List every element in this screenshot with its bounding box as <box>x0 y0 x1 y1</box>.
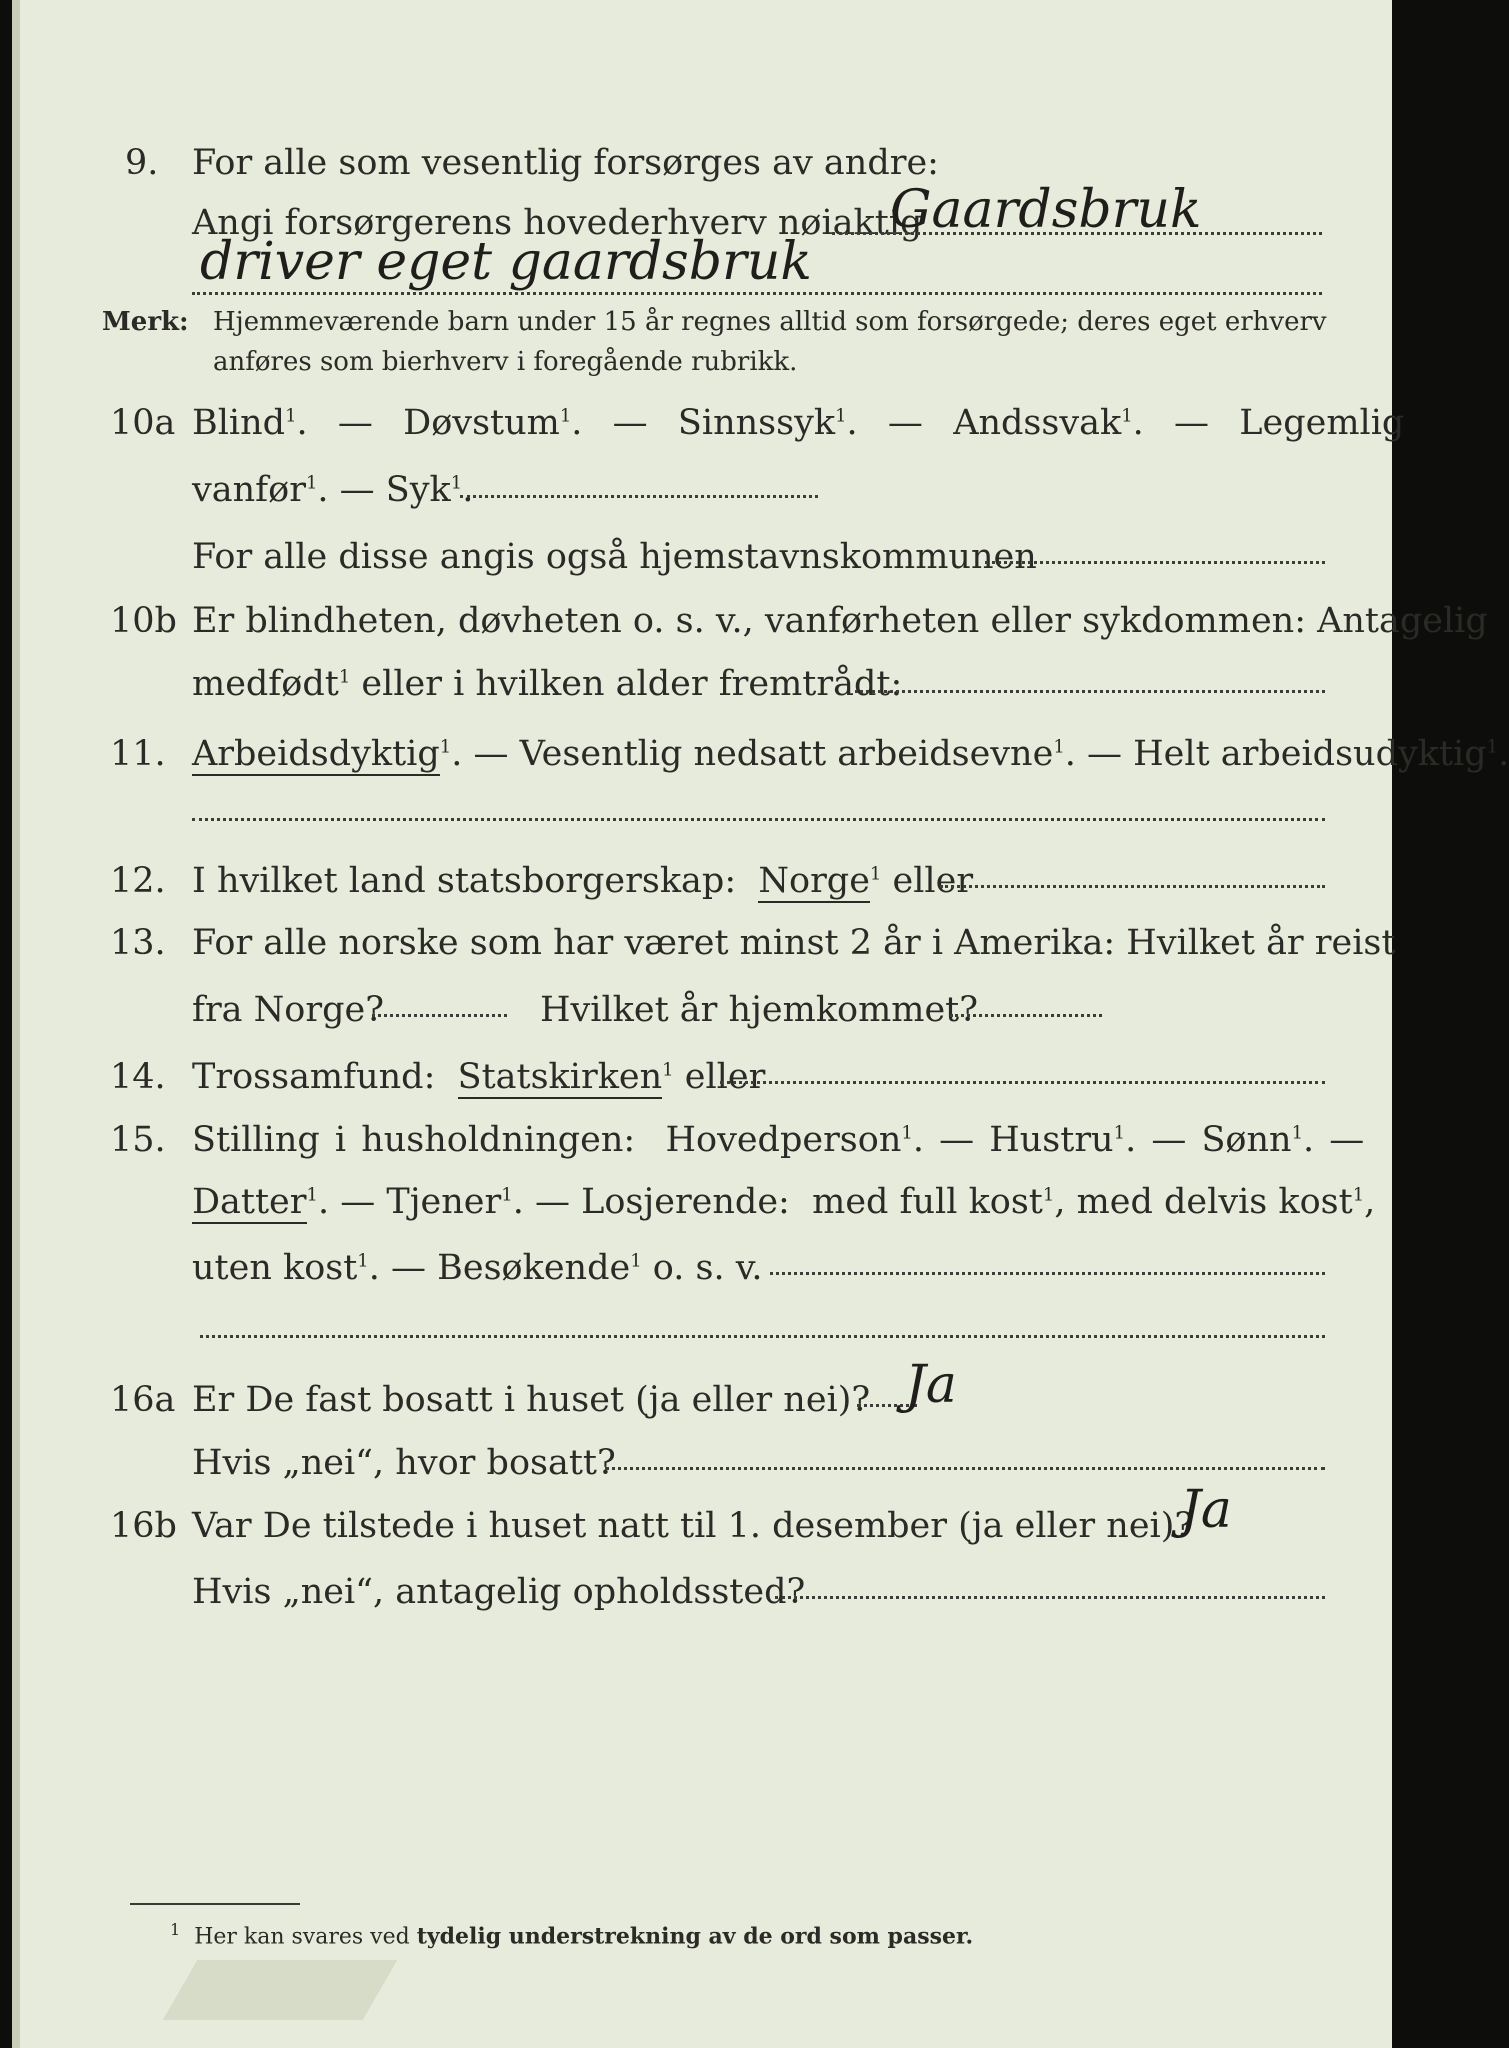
q16a-number: 16a <box>110 1380 176 1420</box>
q15-line1: Stilling i husholdningen: Hovedperson$^1$. — Hustru$^1$. — Sønn$^1$. — <box>192 1120 1365 1160</box>
q11-opt-arbeidsdyktig: Arbeidsdyktig <box>192 734 440 774</box>
footnote-text-a: Her kan svares ved <box>194 1924 410 1950</box>
q11-answer-line <box>192 818 1325 821</box>
q13-hjemkommet: Hvilket år hjemkommet? <box>540 990 979 1030</box>
q9-answer-line-2 <box>192 292 1322 295</box>
q13-fra-norge: fra Norge? <box>192 990 384 1030</box>
q16a-line1: Er De fast bosatt i huset (ja eller nei)? <box>192 1380 871 1420</box>
q10b-alder-line <box>855 690 1325 693</box>
q15-delvis: med delvis kost <box>1076 1182 1353 1222</box>
q10a-hjemstavn-line <box>985 561 1325 564</box>
q14-opt-statskirken: Statskirken <box>457 1057 663 1097</box>
q10a-syk-line <box>460 495 818 498</box>
q13-number: 13. <box>110 923 166 963</box>
q12-answer-line <box>940 885 1325 888</box>
q15-datter: Datter <box>192 1182 307 1222</box>
q15-osv: o. s. v. <box>652 1248 763 1288</box>
q14-text: Trossamfund: <box>192 1057 436 1097</box>
q10a-legemlig: Legemlig <box>1239 403 1405 443</box>
q15-hustru: Hustru <box>989 1120 1114 1160</box>
q16a-handwritten-answer: Ja <box>905 1355 957 1415</box>
q10b-number: 10b <box>110 601 177 641</box>
q15-line3: uten kost$^1$. — Besøkende$^1$ o. s. v. <box>192 1248 763 1288</box>
q10a-andssvak: Andssvak <box>953 403 1122 443</box>
q11-line: Arbeidsdyktig$^1$. — Vesentlig nedsatt arbeidsevne$^1$. — Helt arbeidsudyktig$^1$. <box>192 734 1509 774</box>
q14-line: Trossamfund: Statskirken$^1$ eller <box>192 1057 766 1097</box>
q15-sonn: Sønn <box>1201 1120 1292 1160</box>
q10b-medfodt: medfødt <box>192 664 339 704</box>
merk-line2: anføres som bierhverv i foregående rubrikk. <box>213 347 798 377</box>
q15-stilling: Stilling i husholdningen: <box>192 1120 636 1160</box>
q15-utenkost: uten kost <box>192 1248 358 1288</box>
q16a-bosatt-line <box>605 1467 1325 1470</box>
q16b-line1: Var De tilstede i huset natt til 1. desember (ja eller nei)? <box>192 1506 1194 1546</box>
q12-number: 12. <box>110 861 166 901</box>
q15-line2: Datter$^1$. — Tjener$^1$. — Losjerende: med full kost$^1$, med delvis kost$^1$, <box>192 1182 1376 1222</box>
q16a-line2: Hvis „nei“, hvor bosatt? <box>192 1443 616 1483</box>
q12-opt-norge: Norge <box>758 861 870 901</box>
q11-opt-nedsatt: Vesentlig nedsatt arbeidsevne <box>519 734 1054 774</box>
q10a-vanfor: vanfør <box>192 470 306 510</box>
q13-reist-line <box>372 1014 507 1017</box>
q10a-line1: Blind$^1$. — Døvstum$^1$. — Sinnssyk$^1$. — Andssvak$^1$. — Legemlig <box>192 403 1405 443</box>
q14-answer-line <box>720 1081 1325 1084</box>
paper-corner-shadow <box>163 1960 398 2020</box>
q10a-syk: Syk <box>385 470 451 510</box>
q10a-dovstum: Døvstum <box>403 403 560 443</box>
q10a-blind: Blind <box>192 403 286 443</box>
q10a-sinnssyk: Sinnssyk <box>677 403 836 443</box>
q15-besokende: Besøkende <box>437 1248 631 1288</box>
q12-eller: eller <box>892 861 974 901</box>
q9-line2: Angi forsørgerens hovederhverv nøiaktig <box>192 203 923 243</box>
q16b-number: 16b <box>110 1506 177 1546</box>
q16b-line2: Hvis „nei“, antagelig opholdssted? <box>192 1572 806 1612</box>
q15-answer-line-1 <box>770 1272 1325 1275</box>
q15-number: 15. <box>110 1120 166 1160</box>
footnote-divider <box>130 1903 300 1905</box>
footnote-text-b: tydelig understrekning av de ord som passer. <box>416 1923 974 1950</box>
q15-losjerende: Losjerende: <box>581 1182 790 1222</box>
q11-number: 11. <box>110 734 166 774</box>
merk-label: Merk: <box>102 307 189 337</box>
q14-eller: eller <box>684 1057 766 1097</box>
census-form-page <box>12 0 1509 2048</box>
q14-number: 14. <box>110 1057 166 1097</box>
q13-hjemkommet-line <box>950 1014 1102 1017</box>
footnote-mark: 1 <box>170 1920 181 1939</box>
q12-line: I hvilket land statsborgerskap: Norge$^1$ eller <box>192 861 974 901</box>
q16b-handwritten-answer: Ja <box>1180 1480 1232 1540</box>
q10b-line1: Er blindheten, døvheten o. s. v., vanførheten eller sykdommen: Antagelig <box>192 601 1488 641</box>
q10b-line2: medfødt$^1$ eller i hvilken alder fremtrådt: <box>192 664 903 704</box>
q9-number: 9. <box>125 143 159 183</box>
q12-text: I hvilket land statsborgerskap: <box>192 861 737 901</box>
q10a-line3: For alle disse angis også hjemstavnskommunen <box>192 537 1037 577</box>
q9-line1: For alle som vesentlig forsørges av andre: <box>192 143 939 183</box>
q15-answer-line-2 <box>200 1335 1325 1338</box>
q15-fullkost: med full kost <box>812 1182 1043 1222</box>
q9-handwritten-answer-a: Gaardsbruk <box>890 180 1202 240</box>
q9-handwritten-answer-b: driver eget gaardsbruk <box>200 232 812 292</box>
q10a-number: 10a <box>110 403 176 443</box>
footnote <box>170 1920 973 1949</box>
q15-hovedperson: Hovedperson <box>665 1120 902 1160</box>
merk-line1: Hjemmeværende barn under 15 år regnes alltid som forsørgede; deres eget erhverv <box>213 307 1327 337</box>
q16b-opholdssted-line <box>775 1596 1325 1599</box>
q10a-line2: vanfør$^1$. — Syk$^1$. <box>192 470 474 510</box>
q11-opt-udyktig: Helt arbeidsudyktig <box>1133 734 1487 774</box>
q13-line1: For alle norske som har været minst 2 år i Amerika: Hvilket år reist <box>192 923 1396 963</box>
q15-tjener: Tjener <box>386 1182 502 1222</box>
q10b-alder: eller i hvilken alder fremtrådt: <box>361 664 903 704</box>
